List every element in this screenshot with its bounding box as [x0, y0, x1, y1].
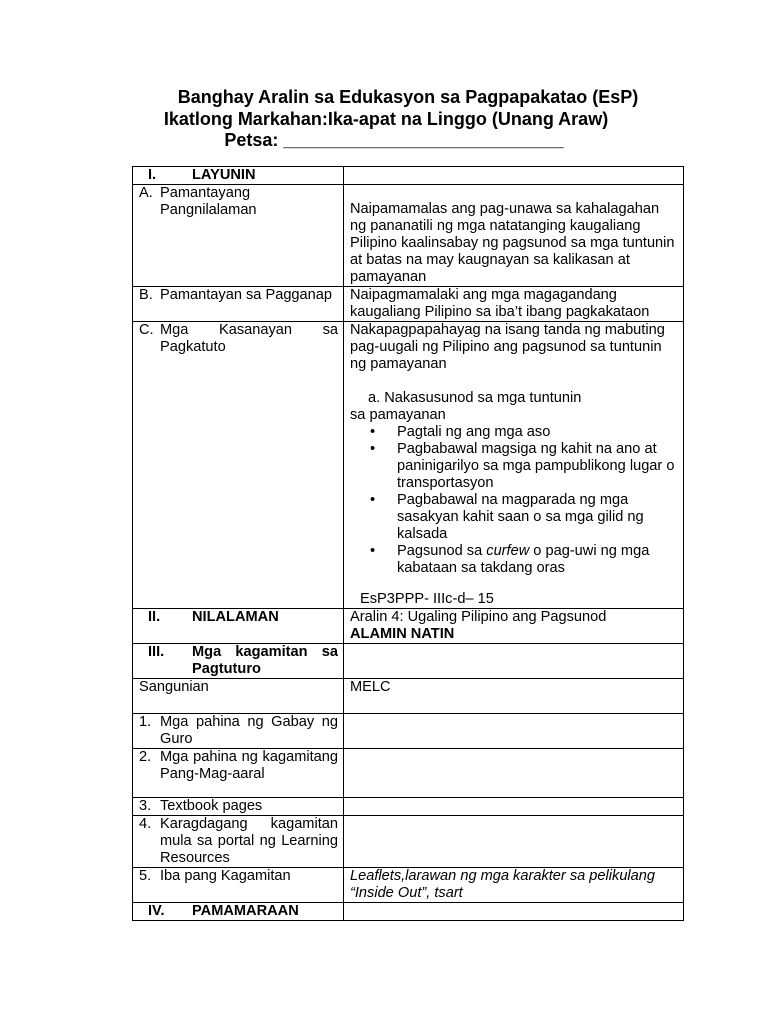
item-number: 3.: [139, 798, 152, 814]
row-label-text: Mga pahina ng kagamitang Pang-Mag-aaral: [160, 749, 338, 782]
row-label-text: Pamantayang Pangnilalaman: [160, 185, 257, 218]
row-content: Naipagmamalaki ang mga magagandang kaugaliang Pilipino sa iba’t ibang pagkakataon: [344, 287, 684, 322]
section-label: Mga kagamitan sa Pagtuturo: [192, 644, 338, 677]
lesson-title: Aralin 4: Ugaling Pilipino ang Pagsunod: [350, 609, 607, 625]
section-label: LAYUNIN: [192, 167, 256, 183]
bullet-icon: •: [370, 543, 376, 559]
bullet-icon: •: [370, 492, 376, 508]
section-heading: [139, 644, 338, 678]
row-label: [139, 322, 338, 356]
competency-code: EsP3PPP- IIIc-d– 15: [360, 591, 494, 607]
bullet-icon: •: [370, 424, 376, 440]
row-label: [139, 749, 338, 783]
lesson-subtitle: ALAMIN NATIN: [350, 626, 455, 642]
item-number: 5.: [139, 868, 152, 884]
date-line: Petsa: ____________________________: [224, 130, 564, 150]
row-pamantayan-sa-pagganap: [133, 287, 684, 322]
sub-item-a: a. Nakasusunod sa mga tuntunin: [368, 390, 582, 406]
row-label: [139, 714, 338, 748]
row-label: [139, 816, 338, 867]
bullet-icon: •: [370, 441, 376, 457]
row-label: [139, 287, 338, 304]
row-label: [139, 868, 338, 885]
row-label: [139, 185, 338, 219]
row-iba-pang-kagamitan: [133, 868, 684, 903]
section-nilalaman-row: [133, 609, 684, 644]
item-number: 2.: [139, 749, 152, 765]
row-sangunian: [133, 679, 684, 714]
section-number: IV.: [148, 903, 165, 919]
row-pamantayang-pangnilalaman: [133, 185, 684, 287]
row-content: Naipamamalas ang pag-unawa sa kahalagahan ng pananatili ng mga natatanging kaugaliang Pilipino kaalinsabay ng pagsunod sa mga tuntunin at batas na may kaugnayan sa kalikasan at pamayanan: [344, 185, 684, 287]
bullet-list: [350, 424, 678, 577]
row-pang-mag-aaral: [133, 749, 684, 798]
row-learning-resources: [133, 816, 684, 868]
list-item: • Pagtali ng ang mga aso: [370, 424, 551, 440]
list-item: • Pagsunod sa curfew o pag-uwi ng mga kabataan sa takdang oras: [370, 543, 650, 576]
sub-item-a-cont: sa pamayanan: [350, 407, 446, 423]
row-content: [344, 322, 684, 609]
document-title: Banghay Aralin sa Edukasyon sa Pagpapakatao (EsP): [177, 87, 639, 107]
section-label: NILALAMAN: [192, 609, 279, 625]
section-pamamaraan-row: [133, 903, 684, 921]
section-number: II.: [148, 609, 161, 625]
row-letter: C.: [139, 322, 154, 338]
row-gabay-ng-guro: [133, 714, 684, 749]
section-number: III.: [148, 644, 165, 660]
item-number: 4.: [139, 816, 152, 832]
row-content: Leaflets,larawan ng mga karakter sa pelikulang “Inside Out”, tsart: [344, 868, 684, 903]
section-heading: [139, 609, 338, 626]
row-label-text: Mga Kasanayan sa Pagkatuto: [160, 322, 338, 355]
curfew-term: curfew: [486, 543, 530, 559]
section-number: I.: [148, 167, 157, 183]
document-subtitle: Ikatlong Markahan:Ika-apat na Linggo (Unang Araw): [163, 109, 609, 129]
section-heading: [139, 903, 338, 920]
row-label-text: Pamantayan sa Pagganap: [160, 287, 333, 303]
item-number: 1.: [139, 714, 152, 730]
row-letter: A.: [139, 185, 153, 201]
row-content: MELC: [344, 679, 684, 714]
row-label: [139, 798, 338, 815]
section-heading: [139, 167, 338, 184]
row-label-text: Mga pahina ng Gabay ng Guro: [160, 714, 338, 747]
lesson-plan-table: [132, 166, 684, 921]
row-label-text: Sangunian: [133, 679, 344, 714]
row-letter: B.: [139, 287, 153, 303]
section-layunin-row: [133, 167, 684, 185]
section-kagamitan-row: [133, 644, 684, 679]
section-label: PAMAMARAAN: [192, 903, 299, 919]
list-item: • Pagbabawal na magparada ng mga sasakyan kahit saan o sa mga gilid ng kalsada: [370, 492, 644, 542]
row-label-text: Iba pang Kagamitan: [160, 868, 291, 884]
competency-intro: Nakapagpapahayag na isang tanda ng mabuting pag-uugali ng Pilipino ang pagsunod sa tuntunin ng pamayanan: [350, 322, 665, 372]
row-mga-kasanayan: [133, 322, 684, 609]
row-label-text: Karagdagang kagamitan mula sa portal ng Learning Resources: [160, 816, 338, 866]
row-label-text: Textbook pages: [160, 798, 263, 814]
row-textbook-pages: [133, 798, 684, 816]
list-item: • Pagbabawal magsiga ng kahit na ano at paninigarilyo sa mga pampublikong lugar o transportasyon: [370, 441, 675, 491]
